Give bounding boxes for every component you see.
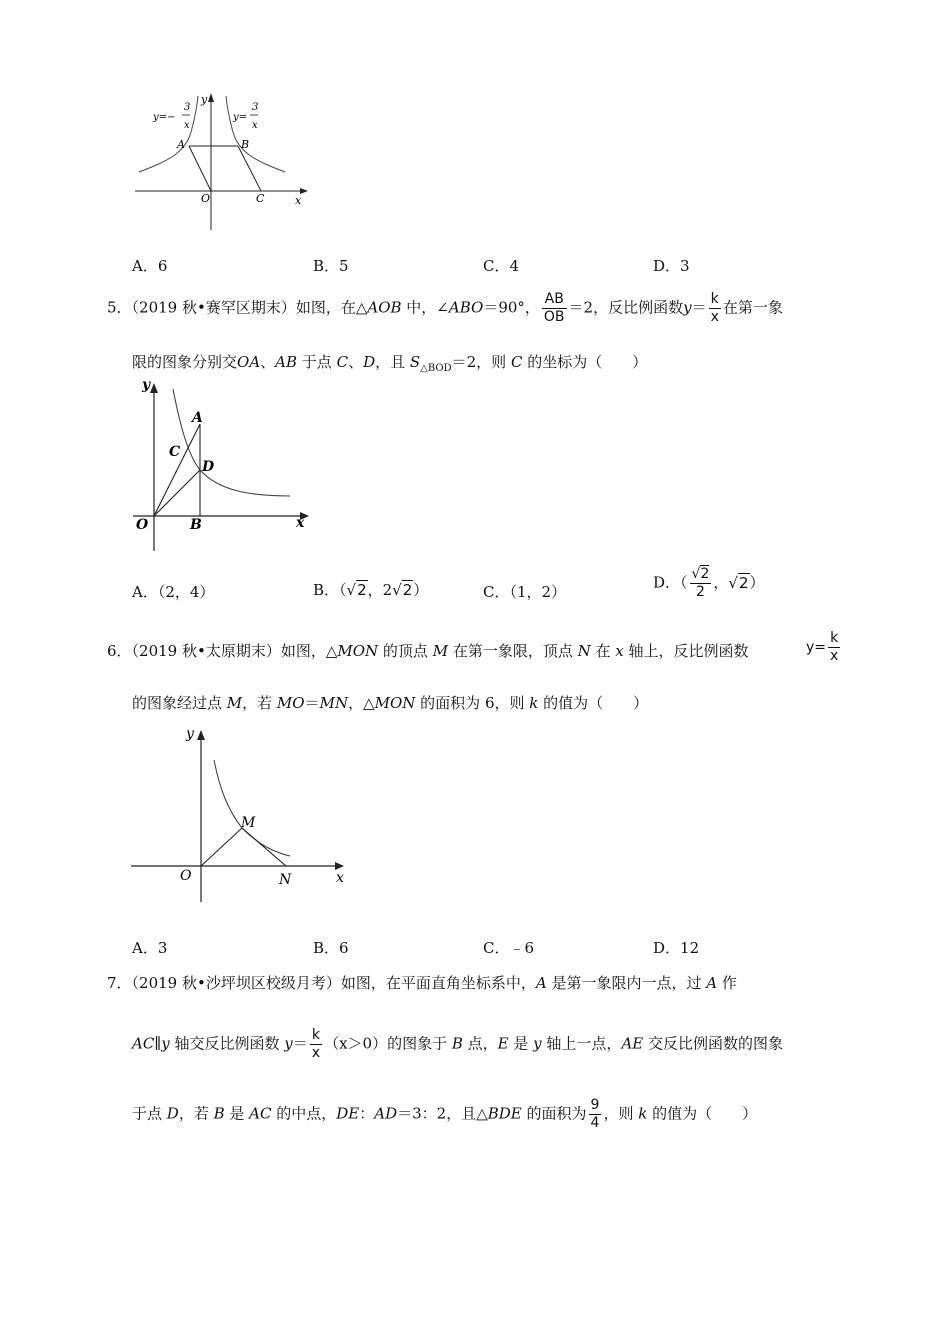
q6-function xyxy=(806,630,842,665)
q5-option-a[interactable]: A．（2，4） xyxy=(132,583,215,601)
q6-k: k xyxy=(828,630,840,648)
q6-l2a: 的图象经过点 xyxy=(132,694,227,712)
q5-ab: AB xyxy=(275,353,298,371)
q6-l1b: 的顶点 xyxy=(378,642,433,660)
q5-text: （2019 秋•赛罕区期末）如图，在△ xyxy=(131,298,368,317)
q4-figure xyxy=(125,88,315,233)
q7-l3f: ＝3：2，且△ xyxy=(397,1104,488,1123)
q7-l3c: 是 xyxy=(224,1104,250,1123)
q5-d-frac xyxy=(690,566,712,601)
q7-e: E xyxy=(497,1034,509,1053)
q4-y-label: y xyxy=(201,93,208,106)
q4-B-label: B xyxy=(241,138,250,151)
q5-l2e: 的坐标为（ ） xyxy=(522,353,648,371)
q4-option-b[interactable]: B．5 xyxy=(313,257,349,275)
q7-l2b: 轴交反比例函数 xyxy=(169,1034,285,1053)
q4-left-den: x xyxy=(184,120,190,131)
q6-yeq: y= xyxy=(806,639,827,656)
q6-k2: k xyxy=(529,694,539,712)
q7-question-line2 xyxy=(132,1027,783,1062)
q7-l1c: 作 xyxy=(717,974,737,992)
q7-a2: A xyxy=(706,974,718,992)
q6-mo: MO xyxy=(276,694,305,712)
q5-d-post: ） xyxy=(749,573,765,592)
q5-sub: △BOD xyxy=(420,363,452,374)
q6-xx: x xyxy=(615,642,624,660)
q5-abo: ABO xyxy=(448,298,484,317)
q5-d: D xyxy=(363,353,376,371)
q5-d-den: 2 xyxy=(695,584,705,600)
q6-option-a[interactable]: A．3 xyxy=(132,939,168,957)
q5-x: x xyxy=(710,309,719,325)
q6-x: x xyxy=(830,648,839,664)
q7-ad: AD xyxy=(374,1104,398,1123)
q5-eq90: ＝90°， xyxy=(483,298,540,317)
q7-l2c: 点， xyxy=(462,1034,498,1053)
q5-c2: C xyxy=(510,353,523,371)
q6-y-label: y xyxy=(186,726,194,742)
q7-x: x xyxy=(311,1045,321,1061)
q5-sep2: 、 xyxy=(348,353,364,371)
q6-mon: MON xyxy=(337,642,379,660)
q6-k-over-x xyxy=(828,630,840,665)
q6-m2: M xyxy=(226,694,243,712)
q6-l1c: 在第一象限，顶点 xyxy=(448,642,578,660)
q5-option-b[interactable] xyxy=(313,579,428,600)
q5-O-label: O xyxy=(136,517,149,533)
q5-d-mid: ， xyxy=(713,573,729,592)
q7-b: B xyxy=(451,1034,463,1053)
q4-C-label: C xyxy=(256,192,265,205)
q6-question-line1 xyxy=(107,640,749,661)
q4-option-c[interactable]: C．4 xyxy=(483,257,520,275)
q4-right-func: y= xyxy=(233,112,248,123)
q7-yeq: y xyxy=(284,1034,293,1053)
q5-y: y xyxy=(683,298,692,317)
q4-x-label: x xyxy=(295,194,302,207)
q7-number: 7． xyxy=(107,974,132,992)
q4-O-label: O xyxy=(201,192,211,205)
q7-k: k xyxy=(310,1027,322,1045)
q7-ac: AC xyxy=(132,1034,155,1053)
q7-k-over-x xyxy=(310,1027,322,1062)
q5-eqsign: ＝ xyxy=(691,298,707,317)
q5-aob: AOB xyxy=(367,298,402,317)
q5-k-over-x xyxy=(709,291,721,326)
q5-b-post: ） xyxy=(413,581,429,599)
q7-de: DE xyxy=(336,1104,360,1123)
q6-l2b: ，若 xyxy=(242,694,277,712)
q4-left-num: 3 xyxy=(184,102,191,113)
q5-s: S xyxy=(409,353,421,371)
q5-l2b: 于点 xyxy=(297,353,337,371)
q5-b-rad2: 2 xyxy=(402,581,413,599)
q5-D-label: D xyxy=(202,459,215,475)
q5-figure xyxy=(128,375,313,555)
q5-tail: 在第一象 xyxy=(722,298,783,317)
q6-N-label: N xyxy=(279,872,292,888)
q5-d-num: 2 xyxy=(700,566,710,582)
q6-l1a: （2019 秋•太原期末）如图，△ xyxy=(131,642,338,660)
q5-l2a: 限的图象分别交 xyxy=(132,353,238,371)
q6-l2e: 的值为（ ） xyxy=(538,694,649,712)
q7-bde: BDE xyxy=(487,1104,522,1123)
q7-l1: （2019 秋•沙坪坝区校级月考）如图，在平面直角坐标系中， xyxy=(131,974,536,992)
q6-question-line2 xyxy=(132,692,648,713)
q5-k: k xyxy=(709,291,721,309)
q7-kk: k xyxy=(638,1104,648,1123)
q5-b-sqrt2: √2 xyxy=(392,581,413,599)
q7-l3i: 的值为（ ） xyxy=(647,1104,758,1123)
q5-d-sqrt: √2 xyxy=(728,573,749,592)
q5-y-label: y xyxy=(142,377,151,393)
q6-l1d: 在 xyxy=(590,642,616,660)
q5-question-line1 xyxy=(107,291,783,326)
q5-option-c[interactable]: C．（1，2） xyxy=(483,583,567,601)
q6-option-c[interactable]: C．﹣6 xyxy=(483,939,535,957)
q5-oa: OA xyxy=(237,353,261,371)
q7-ae: AE xyxy=(621,1034,644,1053)
q7-eqsign: ＝ xyxy=(292,1034,308,1053)
q7-area-fraction xyxy=(589,1097,602,1132)
q5-text-in: 中，∠ xyxy=(401,298,449,317)
q6-figure xyxy=(128,720,353,905)
q7-frac-num: 9 xyxy=(590,1097,600,1113)
q7-a: A xyxy=(535,974,547,992)
q5-d-rad: 2 xyxy=(738,573,749,592)
q7-b2: B xyxy=(213,1104,225,1123)
q4-right-den: x xyxy=(252,120,258,131)
q6-O-label: O xyxy=(180,868,192,884)
q5-l2d: ＝2，则 xyxy=(451,353,511,371)
q7-l1b: 是第一象限内一点，过 xyxy=(546,974,707,992)
q7-frac-den: 4 xyxy=(590,1115,600,1131)
q7-y: y xyxy=(161,1034,170,1053)
q6-l2c: ，△ xyxy=(348,694,375,712)
q6-number: 6． xyxy=(107,642,132,660)
q5-eq2: ＝2，反比例函数 xyxy=(568,298,684,317)
q5-B-label: B xyxy=(190,517,202,533)
q7-l2f: 交反比例函数的图象 xyxy=(643,1034,784,1053)
q5-question-line2 xyxy=(132,351,647,372)
q4-option-a[interactable]: A．6 xyxy=(132,257,168,275)
q7-l3g: 的面积为 xyxy=(521,1104,587,1123)
q7-y2: y xyxy=(533,1034,542,1053)
q7-question-line1 xyxy=(107,972,737,993)
q7-question-line3 xyxy=(132,1097,757,1132)
q5-option-d[interactable] xyxy=(653,566,765,601)
q6-l2d: 的面积为 6，则 xyxy=(415,694,530,712)
q5-b-mid: ，2 xyxy=(367,581,393,599)
q7-l2e: 轴上一点， xyxy=(541,1034,622,1053)
q7-l3a: 于点 xyxy=(132,1104,167,1123)
q5-c: C xyxy=(336,353,349,371)
q6-eq: ＝ xyxy=(304,694,320,712)
q5-b-sqrt1: √2 xyxy=(346,581,367,599)
q6-l1e: 轴上，反比例函数 xyxy=(623,642,749,660)
q5-A-label: A xyxy=(192,410,203,426)
q5-d-num-wrap: √2 xyxy=(691,566,710,582)
q7-cond: （x＞0）的图象于 xyxy=(324,1034,452,1053)
q7-l2d: 是 xyxy=(508,1034,534,1053)
q7-ac2: AC xyxy=(249,1104,272,1123)
q5-frac-num: AB xyxy=(542,291,567,309)
q5-number: 5． xyxy=(107,298,132,317)
q5-d-pre: D．（ xyxy=(653,573,688,592)
q6-m: M xyxy=(432,642,449,660)
q4-A-label: A xyxy=(177,138,185,151)
q7-l3d: 的中点， xyxy=(271,1104,337,1123)
q5-sep: 、 xyxy=(260,353,276,371)
q5-ratio-fraction xyxy=(542,291,567,326)
q5-frac-den: OB xyxy=(543,309,565,325)
q6-M-label: M xyxy=(241,815,256,831)
q7-d: D xyxy=(166,1104,179,1123)
q6-n: N xyxy=(577,642,591,660)
q5-b-rad1: 2 xyxy=(357,581,367,599)
q6-mn: MN xyxy=(319,694,349,712)
q7-l3h: ，则 xyxy=(603,1104,639,1123)
q4-left-func: y=− xyxy=(153,112,176,123)
q5-C-label: C xyxy=(169,444,181,460)
q6-option-b[interactable]: B．6 xyxy=(313,939,349,957)
q7-l2a: ∥ xyxy=(154,1034,162,1053)
q4-option-d[interactable]: D．3 xyxy=(653,257,690,275)
q6-x-label: x xyxy=(336,870,344,886)
q6-mon2: MON xyxy=(374,694,416,712)
q5-x-label: x xyxy=(296,515,305,531)
q6-option-d[interactable]: D．12 xyxy=(653,939,700,957)
q5-b-pre: B．（ xyxy=(313,581,347,599)
q7-l3b: ，若 xyxy=(178,1104,214,1123)
q7-l3e: ： xyxy=(359,1104,375,1123)
q4-right-num: 3 xyxy=(252,102,259,113)
q5-l2c: ，且 xyxy=(375,353,410,371)
